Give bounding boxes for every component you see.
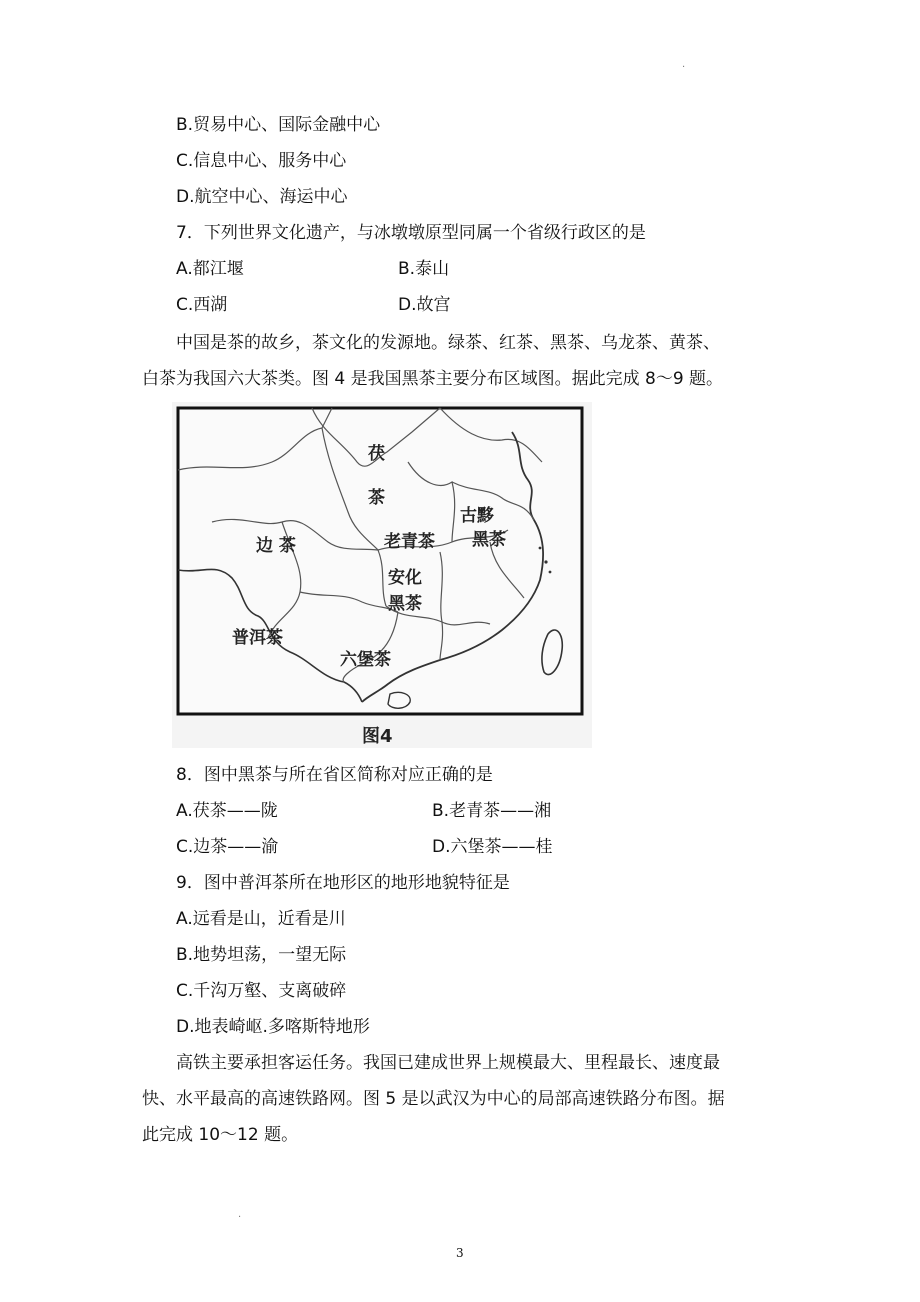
page-number: 3 — [456, 1246, 464, 1260]
label-fucha-1: 茯 — [368, 444, 385, 464]
q7-option-a: A.都江堰 — [176, 259, 244, 279]
label-biancha: 边 茶 — [256, 536, 296, 556]
label-fucha-2: 茶 — [368, 488, 385, 508]
scan-dot-2: · — [238, 1212, 242, 1223]
tea-passage-line2: 白茶为我国六大茶类。图 4 是我国黑茶主要分布区域图。据此完成 8～9 题。 — [142, 369, 724, 389]
q8-option-d: D.六堡茶——桂 — [432, 837, 553, 857]
label-anhua-2: 黑茶 — [388, 594, 422, 614]
label-liubaocha: 六堡茶 — [340, 650, 391, 670]
rail-passage-line1: 高铁主要承担客运任务。我国已建成世界上规模最大、里程最长、速度最 — [176, 1053, 720, 1073]
q6-option-b: B.贸易中心、国际金融中心 — [176, 115, 381, 135]
q7-option-c: C.西湖 — [176, 295, 228, 315]
q8-option-a: A.茯茶——陇 — [176, 801, 278, 821]
label-puercha: 普洱茶 — [232, 628, 283, 648]
q7-option-b: B.泰山 — [398, 259, 450, 279]
q8-option-b: B.老青茶——湘 — [432, 801, 552, 821]
label-laoqingcha: 老青茶 — [384, 532, 435, 552]
q7-option-d: D.故宫 — [398, 295, 451, 315]
q9-option-a: A.远看是山，近看是川 — [176, 909, 346, 929]
label-guyi-1: 古黟 — [460, 506, 494, 526]
q9-option-b: B.地势坦荡，一望无际 — [176, 945, 347, 965]
rail-passage-line2: 快、水平最高的高速铁路网。图 5 是以武汉为中心的局部高速铁路分布图。据 — [142, 1089, 725, 1109]
tea-passage-line1: 中国是茶的故乡，茶文化的发源地。绿茶、红茶、黑茶、乌龙茶、黄茶、 — [176, 333, 720, 353]
q6-option-c: C.信息中心、服务中心 — [176, 151, 347, 171]
label-guyi-2: 黑茶 — [472, 530, 506, 550]
q9-stem: 9．图中普洱茶所在地形区的地形地貌特征是 — [176, 873, 510, 893]
q9-option-c: C.千沟万壑、支离破碎 — [176, 981, 347, 1001]
q9-option-d: D.地表崎岖.多喀斯特地形 — [176, 1017, 370, 1037]
rail-passage-line3: 此完成 10～12 题。 — [142, 1125, 299, 1145]
q6-option-d: D.航空中心、海运中心 — [176, 187, 348, 207]
label-anhua-1: 安化 — [388, 568, 422, 588]
q7-stem: 7．下列世界文化遗产，与冰墩墩原型同属一个省级行政区的是 — [176, 223, 646, 243]
scan-dot: · — [682, 62, 686, 73]
q8-option-c: C.边茶——渝 — [176, 837, 279, 857]
figure4-map — [172, 402, 592, 748]
q8-stem: 8．图中黑茶与所在省区简称对应正确的是 — [176, 765, 493, 785]
figure4-caption: 图4 — [362, 726, 393, 747]
